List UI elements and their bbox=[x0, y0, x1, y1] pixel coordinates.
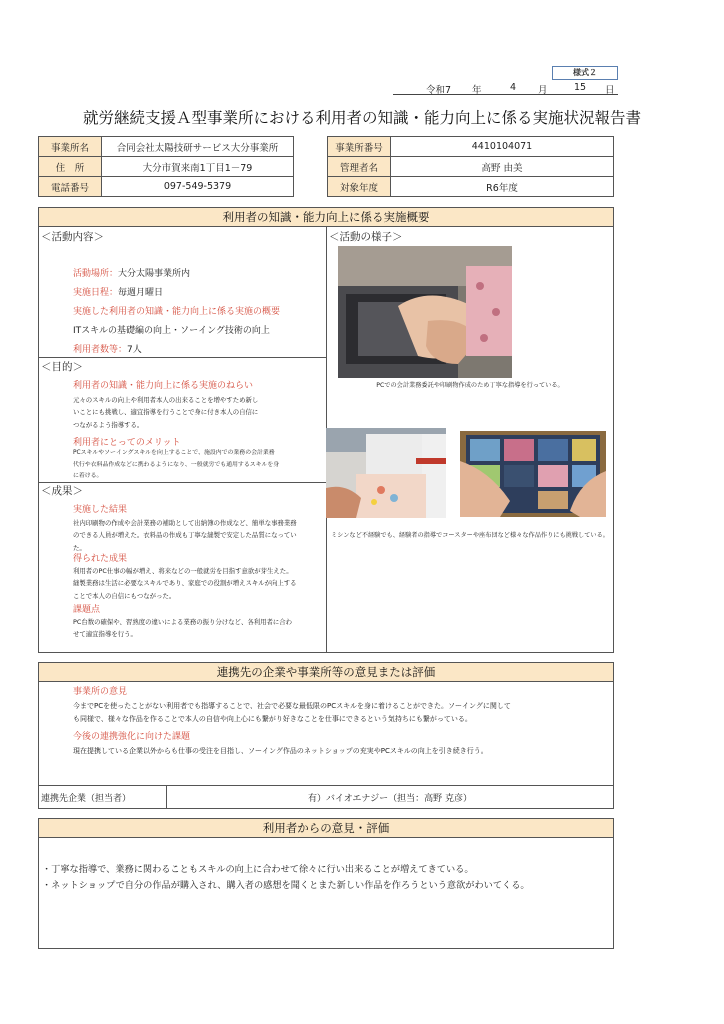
crafts-photo bbox=[460, 431, 606, 517]
aim-line: 元々のスキルの向上や利用者本人の出来ることを増やすため新し bbox=[73, 396, 259, 404]
aim-text bbox=[73, 394, 323, 431]
laptop-photo bbox=[338, 246, 512, 378]
merit-label: 利用者にとってのメリット bbox=[73, 438, 181, 448]
gain-line: ことで本人の自信にもつながった。 bbox=[73, 591, 176, 600]
phone-value: 097-549-5379 bbox=[102, 177, 294, 197]
merit-line: PCスキルやソーイングスキルを向上することで、施設内での業務の会計業務 bbox=[73, 450, 275, 456]
activity-heading: ＜活動内容＞ bbox=[41, 231, 104, 243]
done-text bbox=[73, 517, 323, 554]
future-issue-text: 現在提携している企業以外からも仕事の受注を目指し、ソーイング作品のネットショップの充実やPCスキルの向上を引き続き行う。 bbox=[73, 747, 488, 755]
facility-info-left bbox=[38, 136, 294, 197]
facility-number: 4410104071 bbox=[391, 137, 614, 157]
summary-value: ITスキルの基礎編の向上・ソーイング技術の向上 bbox=[73, 326, 270, 336]
done-line: た。 bbox=[73, 543, 86, 552]
issue-label: 課題点 bbox=[73, 605, 101, 615]
date-era: 令和7 bbox=[426, 85, 452, 96]
document-title: 就労継続支援Ａ型事業所における利用者の知識・能力向上に係る実施状況報告書 bbox=[82, 109, 641, 127]
feedback-line: ・ネットショップで自分の作品が購入され、購入者の感想を聞くとまた新しい作品を作ろうという意欲がわいてくる。 bbox=[42, 880, 530, 891]
place-value: 大分太陽事業所内 bbox=[118, 269, 191, 279]
users-header: 利用者からの意見・評価 bbox=[38, 818, 614, 838]
count-value: 7人 bbox=[127, 345, 142, 355]
place-label: 活動場所： bbox=[73, 269, 119, 279]
gain-line: 利用者のPC仕事の幅が増え、将来などの一般就労を目指す意欲が芽生えた。 bbox=[73, 567, 293, 575]
feedback-line: ・丁寧な指導で、業務に関わることもスキルの向上に合わせて徐々に行い出来ることが増えてきている。 bbox=[42, 864, 474, 875]
results-heading: ＜成果＞ bbox=[41, 485, 83, 497]
sewing-photo bbox=[326, 428, 446, 518]
target-year: R6年度 bbox=[391, 177, 614, 197]
gain-line: 縫製業務は生活に必要なスキルであり、家庭での役割が増えスキルが向上する bbox=[73, 579, 297, 588]
participant-count bbox=[73, 342, 142, 355]
facility-number-label: 事業所番号 bbox=[328, 137, 391, 157]
issue-line: PC台数の確保や、習熟度の違いによる業務の振り分けなど、各利用者に合わ bbox=[73, 618, 293, 626]
company-row-divider bbox=[38, 785, 614, 786]
activity-schedule bbox=[73, 285, 163, 298]
opinion-line: 今までPCを使ったことがない利用者でも指導することで、社会で必要な最低限のPCスキルを身に着けることができた。ソーイングに関して bbox=[73, 702, 511, 710]
partner-company: 有）バイオエナジー（担当：高野 克彦） bbox=[307, 794, 473, 804]
future-issue-label: 今後の連携強化に向けた課題 bbox=[73, 732, 191, 742]
gain-text bbox=[73, 565, 323, 602]
schedule-label: 実施日程： bbox=[73, 288, 119, 298]
facility-opinion-label: 事業所の意見 bbox=[73, 687, 128, 697]
phone-label: 電話番号 bbox=[39, 177, 102, 197]
report-date bbox=[393, 82, 618, 95]
merit-line: 代行や衣料品作成などに携わるようになり、一般就労でも通用するスキルを身 bbox=[73, 461, 280, 468]
opinion-line: も同様で、様々な作品を作ることで本人の自信や向上心にも繋がり好きなことを仕事にできるという気持ちにも繋がっている。 bbox=[73, 715, 472, 723]
date-month-unit: 月 bbox=[538, 85, 548, 96]
partner-company-label: 連携先企業（担当者） bbox=[41, 794, 132, 804]
merit-line: に着ける。 bbox=[73, 473, 103, 479]
manager-name: 高野 由美 bbox=[391, 157, 614, 177]
users-feedback bbox=[42, 862, 610, 894]
gain-label: 得られた成果 bbox=[73, 554, 128, 564]
done-label: 実施した結果 bbox=[73, 505, 128, 515]
issue-text bbox=[73, 616, 323, 641]
aim-line: つながるよう指導する。 bbox=[73, 420, 144, 429]
aim-line: いことにも挑戦し、適宜指導を行うことで身に付き本人の自信に bbox=[73, 408, 259, 417]
facility-name: 合同会社太陽技研サービス大分事業所 bbox=[102, 137, 294, 157]
date-month: 4 bbox=[510, 82, 517, 93]
address-value: 大分市賀来南1丁目1－79 bbox=[102, 157, 294, 177]
target-year-label: 対象年度 bbox=[328, 177, 391, 197]
aim-label: 利用者の知識・能力向上に係る実施のねらい bbox=[73, 381, 254, 391]
date-day-unit: 日 bbox=[605, 85, 615, 96]
activity-place bbox=[73, 266, 190, 279]
purpose-heading: ＜目的＞ bbox=[41, 361, 83, 373]
overview-header: 利用者の知識・能力向上に係る実施概要 bbox=[38, 207, 614, 227]
scene-heading: ＜活動の様子＞ bbox=[329, 231, 403, 243]
address-label: 住 所 bbox=[39, 157, 102, 177]
caption-pc: PCでの会計業務委託や印刷物作成のため丁寧な指導を行っている。 bbox=[376, 382, 564, 389]
partner-header: 連携先の企業や事業所等の意見または評価 bbox=[38, 662, 614, 682]
date-year-unit: 年 bbox=[472, 85, 482, 96]
merit-text bbox=[73, 448, 323, 483]
facility-opinion-text bbox=[73, 700, 603, 726]
summary-label: 実施した利用者の知識・能力向上に係る実施の概要 bbox=[73, 307, 281, 317]
issue-line: せて適宜指導を行う。 bbox=[73, 630, 137, 639]
done-line: 社内印刷物の作成や会計業務の補助として出納簿の作成など、簡単な事務業務 bbox=[73, 519, 297, 527]
activity-divider bbox=[38, 357, 327, 358]
facility-info-right bbox=[327, 136, 614, 197]
caption-sewing: ミシンなど不経験でも、経験者の指導でコースターや座布団など様々な作品作りにも挑戦している。 bbox=[331, 532, 609, 539]
done-line: のできる人員が増えた。衣料品の作成も丁寧な縫製で安定した品質になってい bbox=[73, 531, 297, 540]
date-day: 15 bbox=[574, 82, 587, 93]
facility-name-label: 事業所名 bbox=[39, 137, 102, 157]
count-label: 利用者数等： bbox=[73, 345, 128, 355]
schedule-value: 毎週月曜日 bbox=[118, 288, 164, 298]
manager-label: 管理者名 bbox=[328, 157, 391, 177]
form-number-label: 様式２ bbox=[552, 66, 618, 80]
